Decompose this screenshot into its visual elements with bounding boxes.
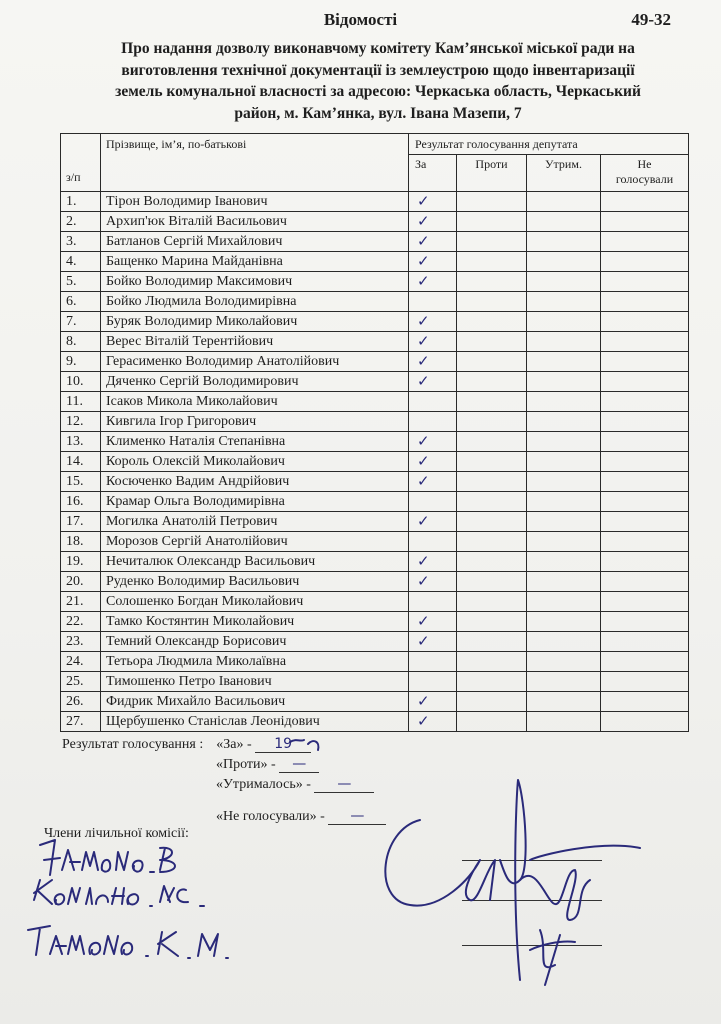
row-number: 15. bbox=[61, 472, 101, 492]
not-voted-cell bbox=[601, 352, 689, 372]
deputy-name: Бойко Людмила Володимирівна bbox=[101, 292, 409, 312]
not-voted-cell bbox=[601, 292, 689, 312]
row-number: 4. bbox=[61, 252, 101, 272]
check-mark-icon: ✓ bbox=[417, 614, 430, 630]
vote-abstain-cell bbox=[527, 712, 601, 732]
row-number: 22. bbox=[61, 612, 101, 632]
signature-line bbox=[462, 900, 602, 901]
table-row bbox=[61, 212, 689, 232]
deputy-name: Руденко Володимир Васильович bbox=[101, 572, 409, 592]
not-voted-cell bbox=[601, 712, 689, 732]
deputy-name: Король Олексій Миколайович bbox=[101, 452, 409, 472]
table-row bbox=[61, 612, 689, 632]
table-row bbox=[61, 552, 689, 572]
table-row bbox=[61, 672, 689, 692]
table-row bbox=[61, 332, 689, 352]
subject-line: земель комунальної власності за адресою: Черкаська область, Черкаський bbox=[115, 83, 641, 100]
vote-for-cell bbox=[409, 212, 457, 232]
vote-against-cell bbox=[457, 652, 527, 672]
deputy-name: Солошенко Богдан Миколайович bbox=[101, 592, 409, 612]
signature-secretary bbox=[520, 870, 590, 985]
vote-abstain-cell bbox=[527, 272, 601, 292]
row-number: 26. bbox=[61, 692, 101, 712]
row-number: 7. bbox=[61, 312, 101, 332]
table-row bbox=[61, 692, 689, 712]
vote-against-cell bbox=[457, 472, 527, 492]
vote-for-cell bbox=[409, 692, 457, 712]
subject-line: Про надання дозволу виконавчому комітету Кам’янської міської ради на bbox=[121, 40, 635, 57]
vote-against-cell bbox=[457, 312, 527, 332]
not-voted-cell bbox=[601, 372, 689, 392]
row-number: 2. bbox=[61, 212, 101, 232]
check-mark-icon: ✓ bbox=[417, 354, 430, 370]
vote-against-cell bbox=[457, 392, 527, 412]
deputy-name: Архип'юк Віталій Васильович bbox=[101, 212, 409, 232]
vote-abstain-cell bbox=[527, 612, 601, 632]
header-abstain: Утрим. bbox=[527, 155, 601, 192]
row-number: 19. bbox=[61, 552, 101, 572]
header-for: За bbox=[409, 155, 457, 192]
header-not-voted-line: голосували bbox=[615, 172, 674, 186]
not-voted-cell bbox=[601, 692, 689, 712]
vote-against-cell bbox=[457, 532, 527, 552]
signature-koshelenko-is bbox=[34, 880, 204, 906]
signature-tamko-km bbox=[28, 926, 228, 958]
vote-against-cell bbox=[457, 232, 527, 252]
row-number: 6. bbox=[61, 292, 101, 312]
deputy-name: Батланов Сергій Михайлович bbox=[101, 232, 409, 252]
table-row bbox=[61, 292, 689, 312]
check-mark-icon: ✓ bbox=[417, 214, 430, 230]
vote-for-cell bbox=[409, 612, 457, 632]
vote-for-cell bbox=[409, 672, 457, 692]
table-row bbox=[61, 572, 689, 592]
vote-against-cell bbox=[457, 332, 527, 352]
vote-for-cell bbox=[409, 592, 457, 612]
vote-abstain-cell bbox=[527, 352, 601, 372]
deputy-name: Тамко Костянтин Миколайович bbox=[101, 612, 409, 632]
not-voted-cell bbox=[601, 492, 689, 512]
not-voted-cell bbox=[601, 552, 689, 572]
row-number: 27. bbox=[61, 712, 101, 732]
vote-abstain-cell bbox=[527, 512, 601, 532]
vote-abstain-cell bbox=[527, 672, 601, 692]
deputy-name: Тірон Володимир Іванович bbox=[101, 192, 409, 212]
check-mark-icon: ✓ bbox=[417, 574, 430, 590]
row-number: 25. bbox=[61, 672, 101, 692]
vote-for-cell bbox=[409, 532, 457, 552]
deputy-name: Клименко Наталія Степанівна bbox=[101, 432, 409, 452]
table-row bbox=[61, 492, 689, 512]
check-mark-icon: ✓ bbox=[417, 334, 430, 350]
table-row bbox=[61, 412, 689, 432]
not-voted-cell bbox=[601, 412, 689, 432]
not-voted-cell bbox=[601, 592, 689, 612]
signature-tamko-ob bbox=[40, 840, 175, 875]
check-mark-icon: ✓ bbox=[417, 374, 430, 390]
row-number: 21. bbox=[61, 592, 101, 612]
vote-against-cell bbox=[457, 492, 527, 512]
row-number: 3. bbox=[61, 232, 101, 252]
vote-for-cell bbox=[409, 392, 457, 412]
subject-line: район, м. Кам’янка, вул. Івана Мазепи, 7 bbox=[234, 104, 522, 122]
vote-abstain-cell bbox=[527, 492, 601, 512]
against-value: — bbox=[279, 756, 319, 773]
not-voted-cell bbox=[601, 432, 689, 452]
vote-abstain-cell bbox=[527, 552, 601, 572]
check-mark-icon: ✓ bbox=[417, 514, 430, 530]
deputy-name: Могилка Анатолій Петрович bbox=[101, 512, 409, 532]
vote-against-cell bbox=[457, 412, 527, 432]
header-result: Результат голосування депутата bbox=[409, 134, 689, 155]
vote-for-cell bbox=[409, 252, 457, 272]
vote-abstain-cell bbox=[527, 412, 601, 432]
deputy-name: Щербушенко Станіслав Леонідович bbox=[101, 712, 409, 732]
results-label: Результат голосування : bbox=[62, 737, 204, 752]
row-number: 8. bbox=[61, 332, 101, 352]
vote-for-cell bbox=[409, 332, 457, 352]
not-voted-cell bbox=[601, 452, 689, 472]
against-label: «Проти» - bbox=[216, 757, 276, 772]
vote-for-cell bbox=[409, 372, 457, 392]
header-not-voted bbox=[601, 155, 689, 192]
vote-against-cell bbox=[457, 552, 527, 572]
check-mark-icon: ✓ bbox=[417, 254, 430, 270]
vote-abstain-cell bbox=[527, 652, 601, 672]
not-voted-cell bbox=[601, 312, 689, 332]
vote-against-cell bbox=[457, 432, 527, 452]
table-row bbox=[61, 232, 689, 252]
not-voted-cell bbox=[601, 192, 689, 212]
deputy-name: Кивгила Ігор Григорович bbox=[101, 412, 409, 432]
row-number: 14. bbox=[61, 452, 101, 472]
vote-against-cell bbox=[457, 352, 527, 372]
deputy-name: Верес Віталій Терентійович bbox=[101, 332, 409, 352]
header-against: Проти bbox=[457, 155, 527, 192]
row-number: 18. bbox=[61, 532, 101, 552]
vote-against-cell bbox=[457, 692, 527, 712]
not-voted-label: «Не голосували» - bbox=[216, 809, 325, 824]
deputy-name: Тимошенко Петро Іванович bbox=[101, 672, 409, 692]
vote-for-cell bbox=[409, 232, 457, 252]
table-row bbox=[61, 512, 689, 532]
deputy-name: Нечиталюк Олександр Васильович bbox=[101, 552, 409, 572]
vote-abstain-cell bbox=[527, 252, 601, 272]
table-row bbox=[61, 272, 689, 292]
vote-abstain-cell bbox=[527, 392, 601, 412]
for-value: 19 bbox=[255, 736, 311, 753]
deputy-name: Тетьора Людмила Миколаївна bbox=[101, 652, 409, 672]
table-row bbox=[61, 192, 689, 212]
vote-against-cell bbox=[457, 192, 527, 212]
not-voted-cell bbox=[601, 272, 689, 292]
check-mark-icon: ✓ bbox=[417, 454, 430, 470]
row-number: 17. bbox=[61, 512, 101, 532]
row-number: 5. bbox=[61, 272, 101, 292]
vote-abstain-cell bbox=[527, 592, 601, 612]
deputy-name: Морозов Сергій Анатолійович bbox=[101, 532, 409, 552]
vote-against-cell bbox=[457, 512, 527, 532]
vote-abstain-cell bbox=[527, 632, 601, 652]
signature-line bbox=[462, 860, 602, 861]
not-voted-cell bbox=[601, 232, 689, 252]
document-number: 49-32 bbox=[631, 10, 671, 29]
vote-for-cell bbox=[409, 452, 457, 472]
check-mark-icon: ✓ bbox=[417, 234, 430, 250]
vote-for-cell bbox=[409, 272, 457, 292]
abstain-label: «Утрималось» - bbox=[216, 777, 311, 792]
row-number: 16. bbox=[61, 492, 101, 512]
check-mark-icon: ✓ bbox=[417, 554, 430, 570]
table-row bbox=[61, 372, 689, 392]
deputy-name: Фидрик Михайло Васильович bbox=[101, 692, 409, 712]
not-voted-cell bbox=[601, 612, 689, 632]
check-mark-icon: ✓ bbox=[417, 434, 430, 450]
vote-against-cell bbox=[457, 292, 527, 312]
row-number: 12. bbox=[61, 412, 101, 432]
deputy-name: Герасименко Володимир Анатолійович bbox=[101, 352, 409, 372]
vote-against-cell bbox=[457, 272, 527, 292]
vote-against-cell bbox=[457, 672, 527, 692]
check-mark-icon: ✓ bbox=[417, 634, 430, 650]
check-mark-icon: ✓ bbox=[417, 314, 430, 330]
vote-for-cell bbox=[409, 552, 457, 572]
vote-against-cell bbox=[457, 452, 527, 472]
counting-commission-label: Члени лічильної комісії: bbox=[44, 826, 189, 841]
vote-for-cell bbox=[409, 512, 457, 532]
deputy-name: Крамар Ольга Володимирівна bbox=[101, 492, 409, 512]
abstain-value: — bbox=[314, 776, 374, 793]
table-row bbox=[61, 432, 689, 452]
vote-for-cell bbox=[409, 492, 457, 512]
row-number: 23. bbox=[61, 632, 101, 652]
table-row bbox=[61, 592, 689, 612]
table-row bbox=[61, 472, 689, 492]
vote-abstain-cell bbox=[527, 472, 601, 492]
vote-abstain-cell bbox=[527, 372, 601, 392]
row-number: 13. bbox=[61, 432, 101, 452]
not-voted-cell bbox=[601, 472, 689, 492]
table-row bbox=[61, 352, 689, 372]
not-voted-value: — bbox=[328, 808, 386, 825]
check-mark-icon: ✓ bbox=[417, 274, 430, 290]
vote-abstain-cell bbox=[527, 232, 601, 252]
vote-against-cell bbox=[457, 572, 527, 592]
vote-for-cell bbox=[409, 292, 457, 312]
vote-abstain-cell bbox=[527, 452, 601, 472]
vote-abstain-cell bbox=[527, 312, 601, 332]
row-number: 20. bbox=[61, 572, 101, 592]
check-mark-icon: ✓ bbox=[417, 474, 430, 490]
vote-against-cell bbox=[457, 632, 527, 652]
vote-for-cell bbox=[409, 472, 457, 492]
document-subject bbox=[58, 38, 698, 124]
deputy-name: Дяченко Сергій Володимирович bbox=[101, 372, 409, 392]
voting-table bbox=[60, 133, 689, 732]
deputy-name: Буряк Володимир Миколайович bbox=[101, 312, 409, 332]
check-mark-icon: ✓ bbox=[417, 694, 430, 710]
subject-line: виготовлення технічної документації із землеустрою щодо інвентаризації bbox=[121, 61, 635, 79]
not-voted-cell bbox=[601, 652, 689, 672]
vote-against-cell bbox=[457, 612, 527, 632]
not-voted-cell bbox=[601, 632, 689, 652]
table-row bbox=[61, 712, 689, 732]
deputy-name: Ісаков Микола Миколайович bbox=[101, 392, 409, 412]
vote-against-cell bbox=[457, 212, 527, 232]
row-number: 11. bbox=[61, 392, 101, 412]
deputy-name: Бащенко Марина Майданівна bbox=[101, 252, 409, 272]
header-not-voted-line: Не bbox=[637, 157, 652, 171]
vote-for-cell bbox=[409, 632, 457, 652]
table-row bbox=[61, 392, 689, 412]
not-voted-cell bbox=[601, 672, 689, 692]
table-row bbox=[61, 312, 689, 332]
table-row bbox=[61, 532, 689, 552]
header-number: з/п bbox=[61, 134, 101, 192]
vote-abstain-cell bbox=[527, 332, 601, 352]
check-mark-icon: ✓ bbox=[417, 714, 430, 730]
vote-against-cell bbox=[457, 372, 527, 392]
vote-abstain-cell bbox=[527, 212, 601, 232]
vote-against-cell bbox=[457, 712, 527, 732]
check-mark-icon: ✓ bbox=[417, 194, 430, 210]
row-number: 10. bbox=[61, 372, 101, 392]
vote-against-cell bbox=[457, 252, 527, 272]
not-voted-cell bbox=[601, 532, 689, 552]
table-row bbox=[61, 252, 689, 272]
signature-chairman bbox=[385, 780, 640, 980]
not-voted-cell bbox=[601, 572, 689, 592]
table-row bbox=[61, 452, 689, 472]
vote-for-cell bbox=[409, 192, 457, 212]
document-title: Відомості bbox=[323, 10, 398, 29]
vote-abstain-cell bbox=[527, 192, 601, 212]
header-name: Прізвище, ім’я, по-батькові bbox=[101, 134, 409, 192]
signature-line bbox=[462, 945, 602, 946]
vote-for-cell bbox=[409, 712, 457, 732]
vote-abstain-cell bbox=[527, 292, 601, 312]
table-row bbox=[61, 652, 689, 672]
vote-for-cell bbox=[409, 312, 457, 332]
not-voted-cell bbox=[601, 392, 689, 412]
vote-for-cell bbox=[409, 432, 457, 452]
vote-abstain-cell bbox=[527, 692, 601, 712]
not-voted-cell bbox=[601, 512, 689, 532]
not-voted-cell bbox=[601, 332, 689, 352]
not-voted-cell bbox=[601, 212, 689, 232]
vote-for-cell bbox=[409, 412, 457, 432]
deputy-name: Бойко Володимир Максимович bbox=[101, 272, 409, 292]
deputy-name: Темний Олександр Борисович bbox=[101, 632, 409, 652]
deputy-name: Косюченко Вадим Андрійович bbox=[101, 472, 409, 492]
not-voted-cell bbox=[601, 252, 689, 272]
vote-against-cell bbox=[457, 592, 527, 612]
vote-abstain-cell bbox=[527, 572, 601, 592]
row-number: 1. bbox=[61, 192, 101, 212]
row-number: 9. bbox=[61, 352, 101, 372]
vote-for-cell bbox=[409, 572, 457, 592]
vote-for-cell bbox=[409, 352, 457, 372]
row-number: 24. bbox=[61, 652, 101, 672]
vote-for-cell bbox=[409, 652, 457, 672]
for-label: «За» - bbox=[216, 737, 252, 752]
vote-abstain-cell bbox=[527, 532, 601, 552]
table-row bbox=[61, 632, 689, 652]
vote-abstain-cell bbox=[527, 432, 601, 452]
